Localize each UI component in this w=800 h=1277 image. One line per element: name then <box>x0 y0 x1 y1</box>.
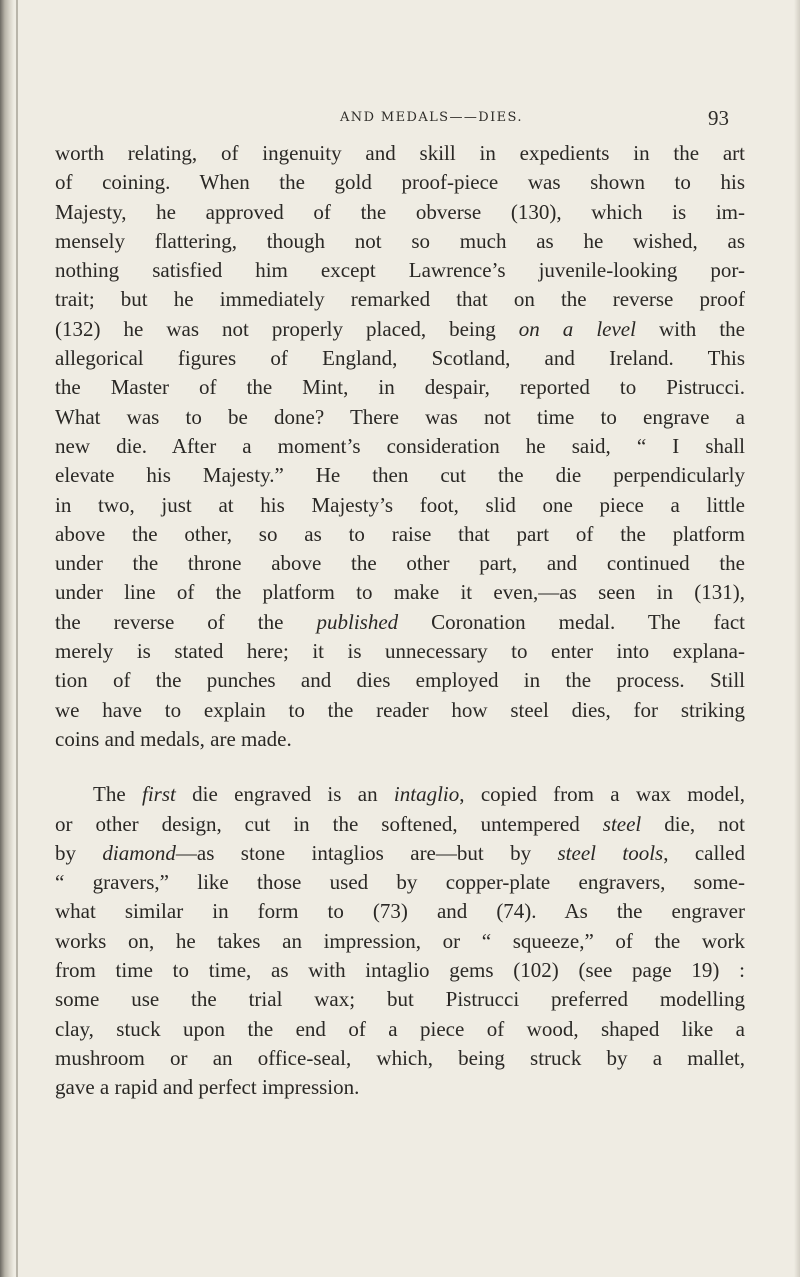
text-run: —as stone intaglios are—but by <box>175 840 558 865</box>
paragraph-1 <box>55 139 745 754</box>
italic-text: on a level <box>518 316 636 341</box>
text-run: under the throne above the other part, and continued the <box>55 551 745 576</box>
text-line <box>55 139 745 168</box>
text-run: clay, stuck upon the end of a piece of wood, shaped like a <box>55 1016 745 1041</box>
text-run: tion of the punches and dies employed in the process. Still <box>55 668 745 693</box>
text-run: gave a rapid and perfect impression. <box>55 1075 360 1100</box>
text-line <box>55 927 745 956</box>
text-line <box>55 985 745 1014</box>
text-run: works on, he takes an impression, or “ squeeze,” of the work <box>55 928 745 953</box>
text-run: mensely flattering, though not so much as he wished, as <box>55 228 745 253</box>
text-run: die, not <box>641 811 745 836</box>
text-run: coins and medals, are made. <box>55 726 292 751</box>
page-edge-shadow <box>794 0 800 1277</box>
binding-edge-line <box>16 0 18 1277</box>
text-run: die engraved is an <box>175 782 394 807</box>
text-run: The <box>93 782 142 807</box>
text-run: new die. After a moment’s consideration he said, “ I shall <box>55 433 745 458</box>
text-run: What was to be done? There was not time to engrave a <box>55 404 745 429</box>
text-line <box>55 344 745 373</box>
text-run: elevate his Majesty.” He then cut the die perpendicularly <box>55 463 745 488</box>
text-run: Majesty, he approved of the obverse (130), which is im- <box>55 199 745 224</box>
italic-text: steel tools <box>557 840 664 865</box>
text-line <box>55 810 745 839</box>
text-run: what similar in form to (73) and (74). As the engraver <box>55 899 745 924</box>
text-line <box>55 868 745 897</box>
italic-text: first <box>141 782 176 807</box>
text-run: Coronation medal. The fact <box>398 609 745 634</box>
text-line <box>55 1015 745 1044</box>
text-run: allegorical figures of England, Scotland, and Ireland. This <box>55 346 745 371</box>
text-line <box>55 608 745 637</box>
text-line <box>55 491 745 520</box>
text-line <box>55 168 745 197</box>
text-line <box>55 956 745 985</box>
text-line <box>55 198 745 227</box>
text-line <box>55 666 745 695</box>
body-text <box>55 139 745 1103</box>
text-line <box>55 839 745 868</box>
text-run: “ gravers,” like those used by copper-plate engravers, some- <box>55 870 745 895</box>
text-run: , copied from a wax model, <box>459 782 745 807</box>
paragraph-gap <box>55 754 745 780</box>
italic-text: intaglio <box>393 782 460 807</box>
paragraph-2 <box>55 780 745 1102</box>
text-line <box>55 403 745 432</box>
text-line <box>55 520 745 549</box>
text-line <box>55 637 745 666</box>
text-line <box>55 1073 745 1102</box>
text-run: or other design, cut in the softened, untempered <box>55 811 603 836</box>
text-run: we have to explain to the reader how steel dies, for striking <box>55 697 745 722</box>
text-run: the Master of the Mint, in despair, reported to Pistrucci. <box>55 375 745 400</box>
text-run: under line of the platform to make it even,—as seen in (131), <box>55 580 745 605</box>
text-line <box>55 315 745 344</box>
text-run: the reverse of the <box>55 609 317 634</box>
text-line <box>55 227 745 256</box>
running-title: AND MEDALS——DIES. <box>340 110 523 125</box>
text-line <box>55 578 745 607</box>
text-run: mushroom or an office-seal, which, being struck by a mallet, <box>55 1045 745 1070</box>
text-line <box>55 725 745 754</box>
text-run: (132) he was not properly placed, being <box>55 316 519 341</box>
text-run: merely is stated here; it is unnecessary to enter into explana- <box>55 639 745 664</box>
text-line <box>55 432 745 461</box>
text-line <box>55 1044 745 1073</box>
italic-text: published <box>316 609 399 634</box>
running-head <box>0 106 800 136</box>
text-line <box>55 285 745 314</box>
book-binding-shadow <box>0 0 14 1277</box>
text-run: with the <box>635 316 745 341</box>
italic-text: diamond <box>102 840 176 865</box>
text-run: , called <box>663 840 745 865</box>
text-run: in two, just at his Majesty’s foot, slid one piece a little <box>55 492 745 517</box>
text-line <box>55 696 745 725</box>
text-run: by <box>55 840 103 865</box>
text-line <box>55 373 745 402</box>
text-run: from time to time, as with intaglio gems (102) (see page 19) : <box>55 958 745 983</box>
text-line <box>55 256 745 285</box>
text-run: above the other, so as to raise that part of the platform <box>55 521 745 546</box>
text-line <box>55 897 745 926</box>
text-line <box>55 549 745 578</box>
text-line <box>55 780 745 809</box>
text-run: worth relating, of ingenuity and skill in expedients in the art <box>55 141 745 165</box>
text-line <box>55 461 745 490</box>
page-number: 93 <box>708 106 729 130</box>
italic-text: steel <box>602 811 642 836</box>
text-run: nothing satisfied him except Lawrence’s juvenile-looking por- <box>55 258 745 283</box>
text-run: trait; but he immediately remarked that on the reverse proof <box>55 287 745 312</box>
text-run: of coining. When the gold proof-piece was shown to his <box>55 170 745 195</box>
text-run: some use the trial wax; but Pistrucci preferred modelling <box>55 987 745 1012</box>
